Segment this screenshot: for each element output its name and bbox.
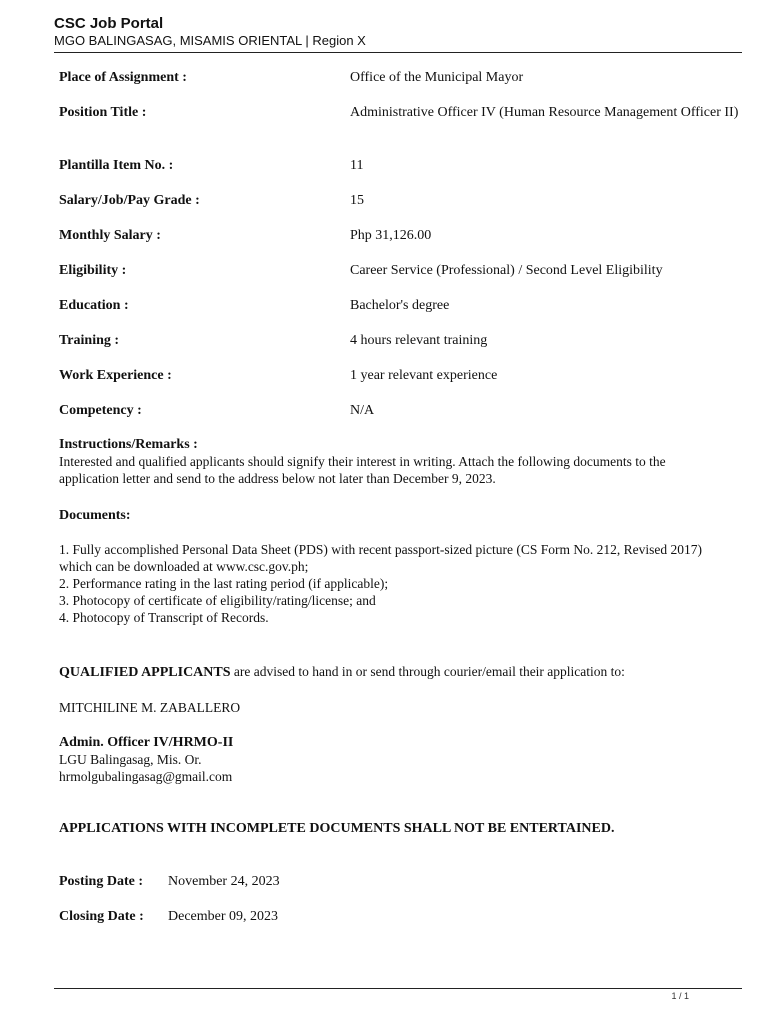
document-item: 4. Photocopy of Transcript of Records. [59, 610, 269, 625]
field-label-pay-grade: Salary/Job/Pay Grade : [59, 193, 200, 208]
field-label-education: Education : [59, 298, 129, 313]
field-label-place-of-assignment: Place of Assignment : [59, 70, 187, 85]
incomplete-documents-notice: APPLICATIONS WITH INCOMPLETE DOCUMENTS SHALL NOT BE ENTERTAINED. [59, 821, 615, 836]
contact-email[interactable]: hrmolgubalingasag@gmail.com [59, 769, 233, 784]
document-item: 3. Photocopy of certificate of eligibility/rating/license; and [59, 593, 376, 608]
contact-block [59, 734, 709, 785]
closing-date-value: December 09, 2023 [168, 909, 279, 924]
field-value-position-title: Administrative Officer IV (Human Resource Management Officer II) [350, 105, 739, 120]
field-label-training: Training : [59, 333, 120, 348]
posting-date-label: Posting Date : [59, 874, 143, 889]
contact-position: Admin. Officer IV/HRMO-II [59, 735, 234, 750]
field-value-pay-grade: 15 [350, 193, 364, 208]
qualified-applicants-emphasis: QUALIFIED APPLICANTS [59, 665, 231, 680]
posting-date-value: November 24, 2023 [168, 874, 280, 889]
field-value-training: 4 hours relevant training [350, 333, 488, 348]
contact-name: MITCHILINE M. ZABALLERO [59, 700, 241, 715]
portal-title: CSC Job Portal [54, 15, 164, 32]
office-subtitle: MGO BALINGASAG, MISAMIS ORIENTAL | Region X [54, 33, 366, 48]
instructions-label: Instructions/Remarks : [59, 437, 198, 452]
qualified-applicants-text: are advised to hand in or send through courier/email their application to: [230, 664, 625, 679]
documents-list [59, 541, 709, 626]
documents-label: Documents: [59, 508, 131, 523]
contact-office: LGU Balingasag, Mis. Or. [59, 752, 202, 767]
field-value-eligibility: Career Service (Professional) / Second Level Eligibility [350, 263, 663, 278]
field-value-work-experience: 1 year relevant experience [350, 368, 498, 383]
closing-date-label: Closing Date : [59, 909, 144, 924]
field-label-work-experience: Work Experience : [59, 368, 172, 383]
qualified-applicants-paragraph [59, 663, 709, 681]
field-value-competency: N/A [350, 403, 375, 418]
field-label-competency: Competency : [59, 403, 142, 418]
field-label-eligibility: Eligibility : [59, 263, 127, 278]
field-label-monthly-salary: Monthly Salary : [59, 228, 161, 243]
field-value-plantilla-item: 11 [350, 158, 364, 173]
field-value-monthly-salary: Php 31,126.00 [350, 228, 432, 243]
page-number: 1 / 1 [671, 991, 689, 1001]
header-divider [54, 52, 742, 53]
field-value-education: Bachelor's degree [350, 298, 450, 313]
instructions-text: Interested and qualified applicants should signify their interest in writing. Attach the following documents to the application letter and send to the address below not later than December 9, 2023. [59, 454, 666, 486]
field-label-plantilla-item: Plantilla Item No. : [59, 158, 174, 173]
document-item: 1. Fully accomplished Personal Data Sheet (PDS) with recent passport-sized picture (CS Form No. 212, Revised 2017) which can be downloaded at www.csc.gov.ph; [59, 542, 703, 574]
footer-divider [54, 988, 742, 989]
field-label-position-title: Position Title : [59, 105, 147, 120]
document-item: 2. Performance rating in the last rating period (if applicable); [59, 576, 389, 591]
field-value-place-of-assignment: Office of the Municipal Mayor [350, 70, 524, 85]
instructions-section [59, 436, 709, 487]
